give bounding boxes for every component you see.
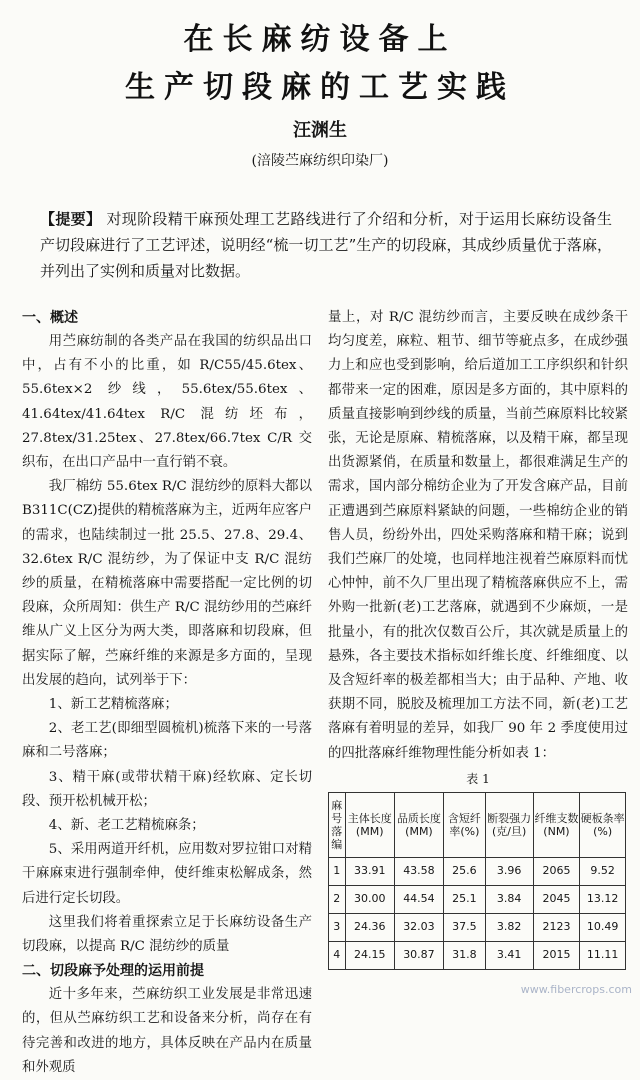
table-cell: 3.84 [485,885,533,913]
table-header: 含短纤率(%) [444,792,486,857]
section1-paragraph-1: 用苎麻纺制的各类产品在我国的纺织品出口中，占有不小的比重，如 R/C55/45.6tex、55.6tex×2 纱线，55.6tex/55.6tex、41.64tex/41.64tex R/C 混纺坯布，27.8tex/31.25tex、27.8tex/66.7tex C/R 交织布，在出口产品中一直行销不衰。 [22,334,312,471]
abstract [40,206,612,284]
table-header-row [329,792,626,857]
table-header: 硬板条率(%) [580,792,626,857]
section2-paragraph-1-continued: 量上，对 R/C 混纺纱而言，主要反映在成纱条干均匀度差，麻粒、粗节、细节等疵点多，在成纱强力上和应也受到影响，给后道加工工序织织和针织都带来一定的困难，原因是多方面的，其中原料的质量直接影响到纱线的质量，当前苎麻原料比较紧张，无论是原麻、精梳落麻，以及精干麻，都呈现出货源紧俏，在质量和数量上，都很难满足生产的需求，国内部分棉纺企业为了开发含麻产品，目前正遭遇到苎麻原料紧缺的问题，一些棉纺企业的销售人员，纷纷外出，四处采购落麻和精干麻；说到我们苎麻厂的处境，也同样地注视着苎麻原料而忧心忡忡，前不久厂里出现了精梳落麻供应不上，需外购一批新(老)工艺落麻，就遇到不少麻烦，一是批量小，有的批次仅数百公斤，其次就是质量上的悬殊，各主要技术指标如纤维长度、纤维细度、以及含短纤率的极差都相当大；由于品种、产地、收获期不同，脱胶及梳理加工方法不同，新(老)工艺落麻有着明显的差异，如我厂 90 年 2 季度使用过的四批落麻纤维物理性能分析如表 1： [328,310,628,761]
table-header: 品质长度(MM) [394,792,443,857]
fiber-properties-table [328,792,626,970]
abstract-label: 【提要】 [40,210,102,228]
table-cell: 2045 [533,885,580,913]
list-item-5: 5、采用两道开纤机，应用数对罗拉钳口对精干麻麻束进行强制牵伸，使纤维束松解成条，然后进行定长切段。 [22,842,312,906]
table-cell: 1 [329,857,346,885]
table-cell: 31.8 [444,941,486,969]
list-item-4: 4、新、老工艺精梳麻条； [48,818,205,834]
section2-heading: 二、切段麻予处理的运用前提 [22,963,204,980]
table-row [329,857,626,885]
table-cell: 30.00 [345,885,394,913]
table-cell: 37.5 [444,913,486,941]
table-cell: 4 [329,941,346,969]
table-row [329,885,626,913]
table-cell: 3.41 [485,941,533,969]
section1-heading: 一、概述 [22,310,78,326]
author-name: 汪渊生 [293,120,347,141]
watermark-text: www.fibercrops.com [520,983,632,996]
table-cell: 43.58 [394,857,443,885]
table-cell: 3.82 [485,913,533,941]
article-title-line2: 生产切段麻的工艺实践 [125,70,515,105]
table-row [329,913,626,941]
table-cell: 13.12 [580,885,626,913]
table-header-corner-bottom: 落编 [331,824,343,851]
table-cell: 10.49 [580,913,626,941]
section2-paragraph-1: 近十多年来，苎麻纺织工业发展是非常迅速的，但从苎麻纺织工艺和设备来分析，尚存在有待完善和改进的地方，具体反映在产品内在质量和外观质 [22,987,312,1075]
table-cell: 3 [329,913,346,941]
list-item-2: 2、老工艺(即细型圆梳机)梳落下来的一号落麻和二号落麻； [22,721,312,761]
table-cell: 11.11 [580,941,626,969]
abstract-text: 对现阶段精干麻预处理工艺路线进行了介绍和分析，对于运用长麻纺设备生产切段麻进行了工艺评述，说明经“梳一切工艺”生产的切段麻，其成纱质量优于落麻，并列出了实例和质量对比数据。 [40,210,612,280]
table-cell: 9.52 [580,857,626,885]
table-cell: 32.03 [394,913,443,941]
table-caption: 表 1 [466,771,490,786]
table-cell: 44.54 [394,885,443,913]
list-item-3: 3、精干麻(或带状精干麻)经软麻、定长切段、预开松机械开松； [22,769,312,809]
table-header-corner [329,792,346,857]
table-header-corner-top: 麻号 [331,798,343,825]
table-row [329,941,626,969]
table-cell: 25.1 [444,885,486,913]
article-title-line1: 在长麻纺设备上 [183,22,457,57]
table-header: 纤维支数(NM) [533,792,580,857]
section1-paragraph-3: 这里我们将着重探索立足于长麻纺设备生产切段麻，以提高 R/C 混纺纱的质量 [22,914,312,955]
table-cell: 2065 [533,857,580,885]
table-header: 断裂强力(克/旦) [485,792,533,857]
table-cell: 2 [329,885,346,913]
table-cell: 24.36 [345,913,394,941]
table-cell: 2123 [533,913,580,941]
table-cell: 30.87 [394,941,443,969]
table-cell: 25.6 [444,857,486,885]
author-affiliation: (涪陵苎麻纺织印染厂) [251,153,389,169]
section1-paragraph-2: 我厂棉纺 55.6tex R/C 混纺纱的原料大都以 B311C(CZ)提供的精梳落麻为主，近两年应客户的需求，也陆续制过一批 25.5、27.8、29.4、32.6tex R/C 混纺纱，为了保证中支 R/C 混纺纱的质量，在精梳落麻中需要搭配一定比例的切段麻，众所周知：供生产 R/C 混纺纱用的苎麻纤维从广义上区分为两大类，即落麻和切段麻，但据实际了解，苎麻纤维的来源是多方面的，呈现出发展的趋向，试列举于下： [22,479,312,688]
right-column [328,306,628,970]
left-column [22,306,312,1080]
table-cell: 2015 [533,941,580,969]
table-cell: 33.91 [345,857,394,885]
list-item-1: 1、新工艺精梳落麻； [48,697,178,713]
table-cell: 24.15 [345,941,394,969]
table-header: 主体长度(MM) [345,792,394,857]
table-cell: 3.96 [485,857,533,885]
